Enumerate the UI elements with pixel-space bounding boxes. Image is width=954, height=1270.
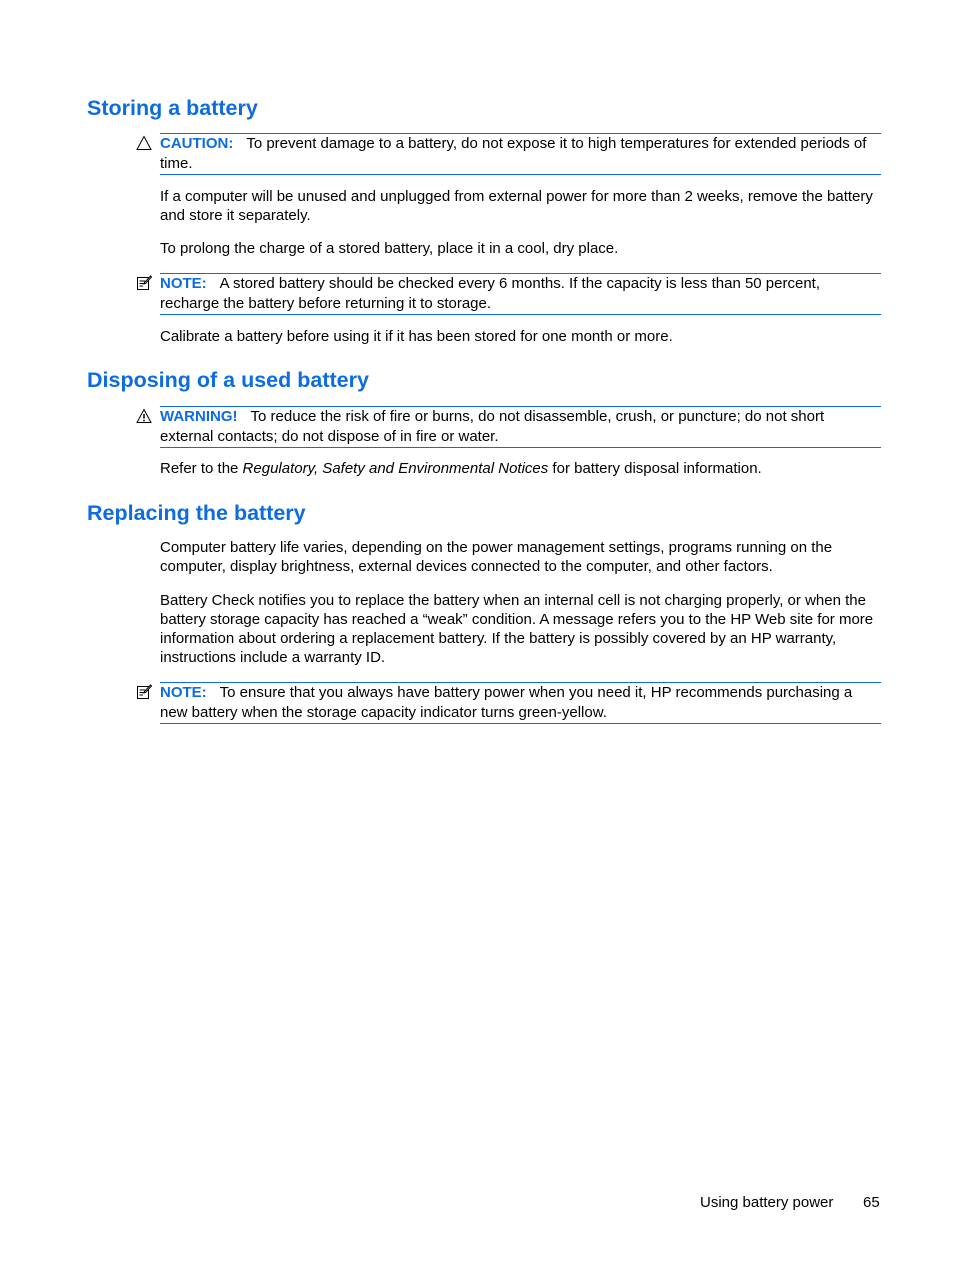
heading-disposing-of-a-used-battery: Disposing of a used battery <box>87 368 369 392</box>
storing-paragraph-3: Calibrate a battery before using it if it has been stored for one month or more. <box>160 328 673 345</box>
disposing-paragraph <box>160 459 882 478</box>
warning-text: To reduce the risk of fire or burns, do not disassemble, crush, or puncture; do not short external contacts; do not dispose of in fire or water. <box>160 408 825 445</box>
note-label: NOTE: <box>160 684 207 701</box>
replacing-paragraph-2: Battery Check notifies you to replace the battery when an internal cell is not charging properly, or when the battery storage capacity has reached a “weak” condition. A message refers you to the HP Web site for more information about ordering a replacement battery. If the battery is possibly covered by an HP warranty, instructions include a warranty ID. <box>160 592 874 666</box>
storing-paragraph-2: To prolong the charge of a stored battery, place it in a cool, dry place. <box>160 240 619 257</box>
note-box-storage <box>160 273 881 315</box>
heading-replacing-the-battery: Replacing the battery <box>87 501 306 525</box>
caution-box <box>160 133 881 175</box>
caution-triangle-icon <box>136 135 152 151</box>
note-text: A stored battery should be checked every 6 months. If the capacity is less than 50 percent, recharge the battery before returning it to storage. <box>160 275 821 312</box>
warning-box <box>160 406 881 448</box>
note-pencil-icon <box>136 275 152 291</box>
disposing-text-suffix: for battery disposal information. <box>548 460 762 477</box>
footer-page-number: 65 <box>863 1194 880 1211</box>
disposing-text-prefix: Refer to the <box>160 460 243 477</box>
note-pencil-icon <box>136 684 152 700</box>
storing-paragraph-1: If a computer will be unused and unplugged from external power for more than 2 weeks, remove the battery and store it separately. <box>160 188 873 224</box>
notices-document-title: Regulatory, Safety and Environmental Notices <box>242 460 549 477</box>
caution-label: CAUTION: <box>160 135 234 152</box>
note-label: NOTE: <box>160 275 207 292</box>
warning-label: WARNING! <box>160 408 238 425</box>
note-text: To ensure that you always have battery power when you need it, HP recommends purchasing a new battery when the storage capacity indicator turns green-yellow. <box>160 684 853 721</box>
caution-text: To prevent damage to a battery, do not expose it to high temperatures for extended periods of time. <box>160 135 867 172</box>
footer-chapter-title: Using battery power <box>700 1194 834 1211</box>
replacing-paragraph-1: Computer battery life varies, depending on the power management settings, programs running on the computer, display brightness, external devices connected to the computer, and other factors. <box>160 539 833 575</box>
warning-triangle-icon <box>136 408 152 424</box>
note-box-replacing <box>160 682 881 724</box>
heading-storing-a-battery: Storing a battery <box>87 96 258 120</box>
